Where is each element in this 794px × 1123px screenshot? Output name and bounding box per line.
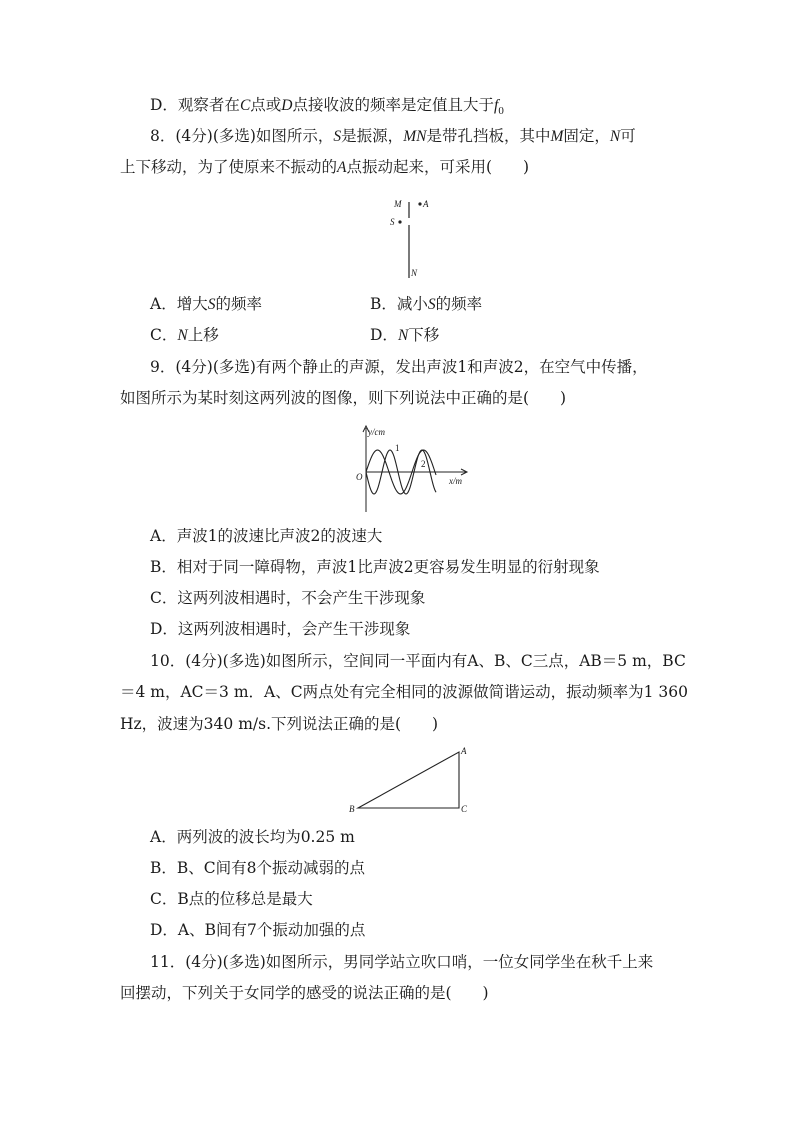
- q10-stem-line3: Hz，波速为340 m/s.下列说法正确的是( ): [120, 715, 439, 733]
- q9-option-c: C．这两列波相遇时，不会产生干涉现象: [150, 589, 426, 607]
- label-s: S: [390, 217, 395, 227]
- q8-figure-barrier: [380, 192, 440, 282]
- q10-option-d: D．A、B间有7个振动加强的点: [150, 921, 366, 939]
- q10-option-a: A．两列波的波长均为0.25 m: [150, 828, 355, 846]
- q8-option-c: C．N上移: [150, 326, 219, 344]
- label-n: N: [411, 268, 418, 278]
- x-axis-label: x/m: [449, 476, 462, 486]
- label-m: M: [394, 199, 402, 209]
- q9-option-a: A．声波1的波速比声波2的波速大: [150, 527, 383, 545]
- q8-option-b: B．减小S的频率: [370, 295, 483, 313]
- q10-stem-line1: 10．(4分)(多选)如图所示，空间同一平面内有A、B、C三点，AB＝5 m，BC: [150, 652, 686, 670]
- q10-stem-line2: ＝4 m，AC＝3 m．A、C两点处有完全相同的波源做简谐运动，振动频率为1 360: [120, 683, 688, 701]
- y-axis-label: y/cm: [368, 427, 385, 437]
- q8-option-a: A．增大S的频率: [150, 295, 262, 313]
- vertex-c-label: C: [461, 804, 468, 814]
- q10-figure-triangle: [340, 742, 476, 818]
- q9-stem-line2: 如图所示为某时刻这两列波的图像，则下列说法中正确的是( ): [120, 389, 567, 407]
- q9-stem-line1: 9．(4分)(多选)有两个静止的声源，发出声波1和声波2，在空气中传播，: [150, 358, 648, 376]
- origin-label: O: [356, 472, 363, 482]
- q10-option-c: C．B点的位移总是最大: [150, 890, 313, 908]
- q9-figure-waves: [352, 422, 472, 514]
- wave-2-label: 2: [421, 459, 426, 469]
- wave-1-label: 1: [395, 443, 400, 453]
- label-a: A: [423, 199, 429, 209]
- q9-option-d: D．这两列波相遇时，会产生干涉现象: [150, 620, 411, 638]
- q11-stem-line1: 11．(4分)(多选)如图所示，男同学站立吹口哨，一位女同学坐在秋千上来: [150, 953, 654, 971]
- q11-stem-line2: 回摆动，下列关于女同学的感受的说法正确的是( ): [120, 984, 489, 1002]
- vertex-a-label: A: [461, 746, 467, 756]
- q8-stem-line1: 8．(4分)(多选)如图所示，S是振源，MN是带孔挡板，其中M固定，N可: [150, 127, 636, 145]
- q8-option-d: D．N下移: [370, 326, 440, 344]
- source-s: [398, 220, 401, 223]
- q7-option-d: D．观察者在C点或D点接收波的频率是定值且大于$f_0$: [150, 96, 504, 118]
- q8-stem-line2: 上下移动，为了使原来不振动的A点振动起来，可采用( ): [120, 158, 530, 176]
- vertex-b-label: B: [349, 804, 355, 814]
- triangle-abc: [358, 752, 459, 808]
- q10-option-b: B．B、C间有8个振动减弱的点: [150, 859, 366, 877]
- point-a: [418, 202, 421, 205]
- q9-option-b: B．相对于同一障碍物，声波1比声波2更容易发生明显的衍射现象: [150, 558, 600, 576]
